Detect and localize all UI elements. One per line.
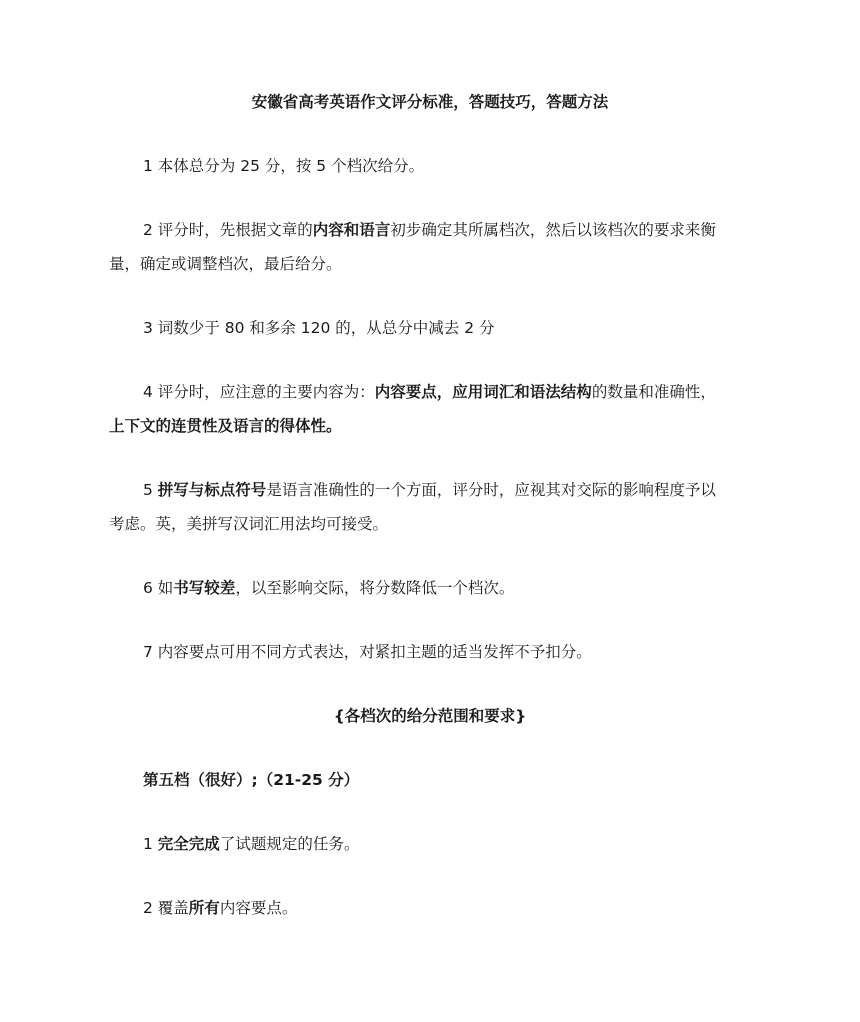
paragraph-4-text-c: 的数量和准确性， (591, 383, 716, 401)
document-title: 安徽省高考英语作文评分标准，答题技巧，答题方法 (251, 93, 609, 111)
paragraph-7: 7 内容要点可用不同方式表达，对紧扣主题的适当发挥不予扣分。 (143, 643, 592, 661)
paragraph-1: 1 本体总分为 25 分，按 5 个档次给分。 (143, 157, 425, 175)
paragraph-6-text-a: 6 如 (143, 579, 174, 597)
paragraph-5-line-1 (143, 480, 716, 500)
level-5-item-2 (143, 898, 297, 918)
level-5-item-2-text-a: 2 覆盖 (143, 899, 189, 917)
paragraph-2-text-c: 初步确定其所属档次，然后以该档次的要求来衡 (390, 221, 716, 239)
level-5-item-2-emphasis: 所有 (188, 899, 220, 917)
level-5-item-2-text-c: 内容要点。 (219, 899, 298, 917)
paragraph-5-text-a: 5 (143, 481, 158, 499)
paragraph-6-emphasis: 书写较差 (173, 579, 236, 597)
paragraph-3: 3 词数少于 80 和多余 120 的，从总分中减去 2 分 (143, 319, 495, 337)
level-5-item-1 (143, 834, 359, 854)
paragraph-4-line-2: 上下文的连贯性及语言的得体性。 (109, 417, 342, 435)
paragraph-5-emphasis: 拼写与标点符号 (157, 481, 267, 499)
paragraph-6 (143, 578, 514, 598)
level-5-item-1-emphasis: 完全完成 (157, 835, 220, 853)
paragraph-2-text-a: 2 评分时，先根据文章的 (143, 221, 313, 239)
paragraph-2-line-2: 量，确定或调整档次，最后给分。 (109, 255, 342, 273)
level-5-item-1-text-a: 1 (143, 835, 158, 853)
paragraph-2-line-1 (143, 220, 716, 240)
level-5-item-1-text-c: 了试题规定的任务。 (219, 835, 360, 853)
paragraph-2-emphasis: 内容和语言 (312, 221, 391, 239)
paragraph-5-text-c: 是语言准确性的一个方面，评分时，应视其对交际的影响程度予以 (266, 481, 716, 499)
paragraph-5-line-2: 考虑。英，美拼写汉词汇用法均可接受。 (109, 515, 389, 533)
paragraph-4-line-1 (143, 382, 716, 402)
paragraph-4-emphasis: 内容要点，应用词汇和语法结构 (374, 383, 592, 401)
paragraph-4-text-a: 4 评分时，应注意的主要内容为： (143, 383, 375, 401)
level-5-heading: 第五档（很好）;（21-25 分） (143, 771, 360, 789)
section-heading: {各档次的给分范围和要求} (333, 707, 527, 725)
paragraph-6-text-c: ，以至影响交际，将分数降低一个档次。 (235, 579, 515, 597)
